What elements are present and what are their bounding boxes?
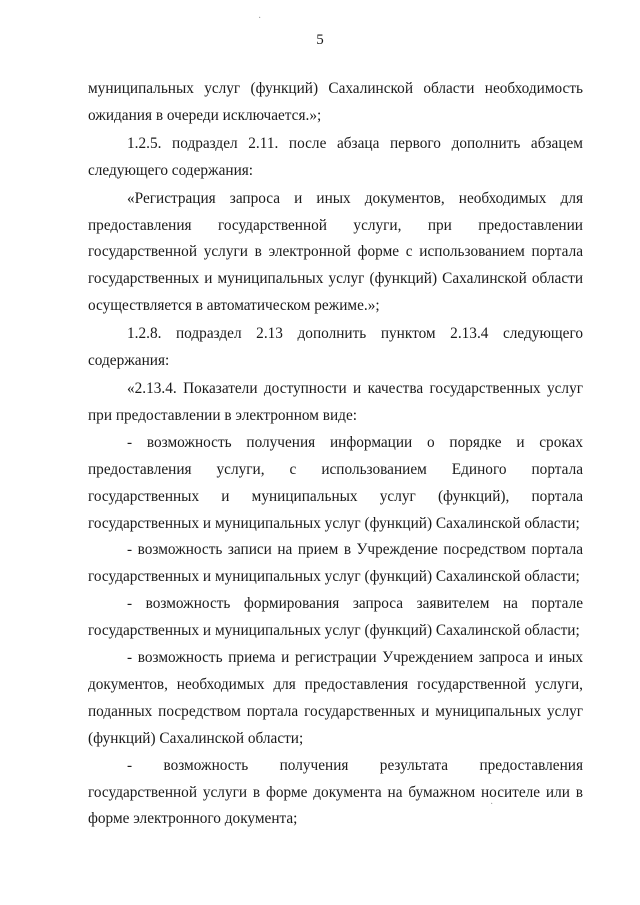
- list-item: - возможность приема и регистрации Учреждением запроса и иных документов, необходимых для предоставления государственной услуги, поданных посредством портала государственных и муниципальных услуг (функций) Сахалинской области;: [88, 649, 583, 747]
- list-item: - возможность записи на прием в Учреждение посредством портала государственных и муниципальных услуг (функций) Сахалинской области;: [88, 541, 583, 586]
- paragraph-continuation: муниципальных услуг (функций) Сахалинской области необходимость ожидания в очереди исключается.»;: [88, 80, 583, 124]
- document-body: [88, 76, 583, 833]
- scan-speck-mark: ·: [258, 13, 262, 24]
- list-item: - возможность формирования запроса заявителем на портале государственных и муниципальных услуг (функций) Сахалинской области;: [88, 595, 583, 640]
- page-number: 5: [316, 32, 324, 48]
- paragraph-1-2-8: 1.2.8. подраздел 2.13 дополнить пунктом 2.13.4 следующего содержания:: [88, 325, 583, 370]
- list-item: - возможность получения результата предоставления государственной услуги в форме документа на бумажном носителе или в форме электронного документа;: [88, 756, 583, 828]
- list-item: - возможность получения информации о порядке и сроках предоставления услуги, с использованием Единого портала государственных и муниципальных услуг (функций), портала государственных и муниципальных услуг (функций) Сахалинской области;: [88, 433, 583, 532]
- paragraph-2-13-4: «2.13.4. Показатели доступности и качества государственных услуг при предоставлении в электронном виде:: [88, 379, 583, 424]
- paragraph-quote-registration: «Регистрация запроса и иных документов, необходимых для предоставления государственной услуги, при предоставлении государственной услуги в электронной форме с использованием портала государственных и муниципальных услуг (функций) Сахалинской области осуществляется в автоматическом режиме.»;: [88, 189, 583, 315]
- scan-speck-mark: ·: [490, 799, 494, 810]
- paragraph-1-2-5: 1.2.5. подраздел 2.11. после абзаца первого дополнить абзацем следующего содержания:: [88, 134, 583, 179]
